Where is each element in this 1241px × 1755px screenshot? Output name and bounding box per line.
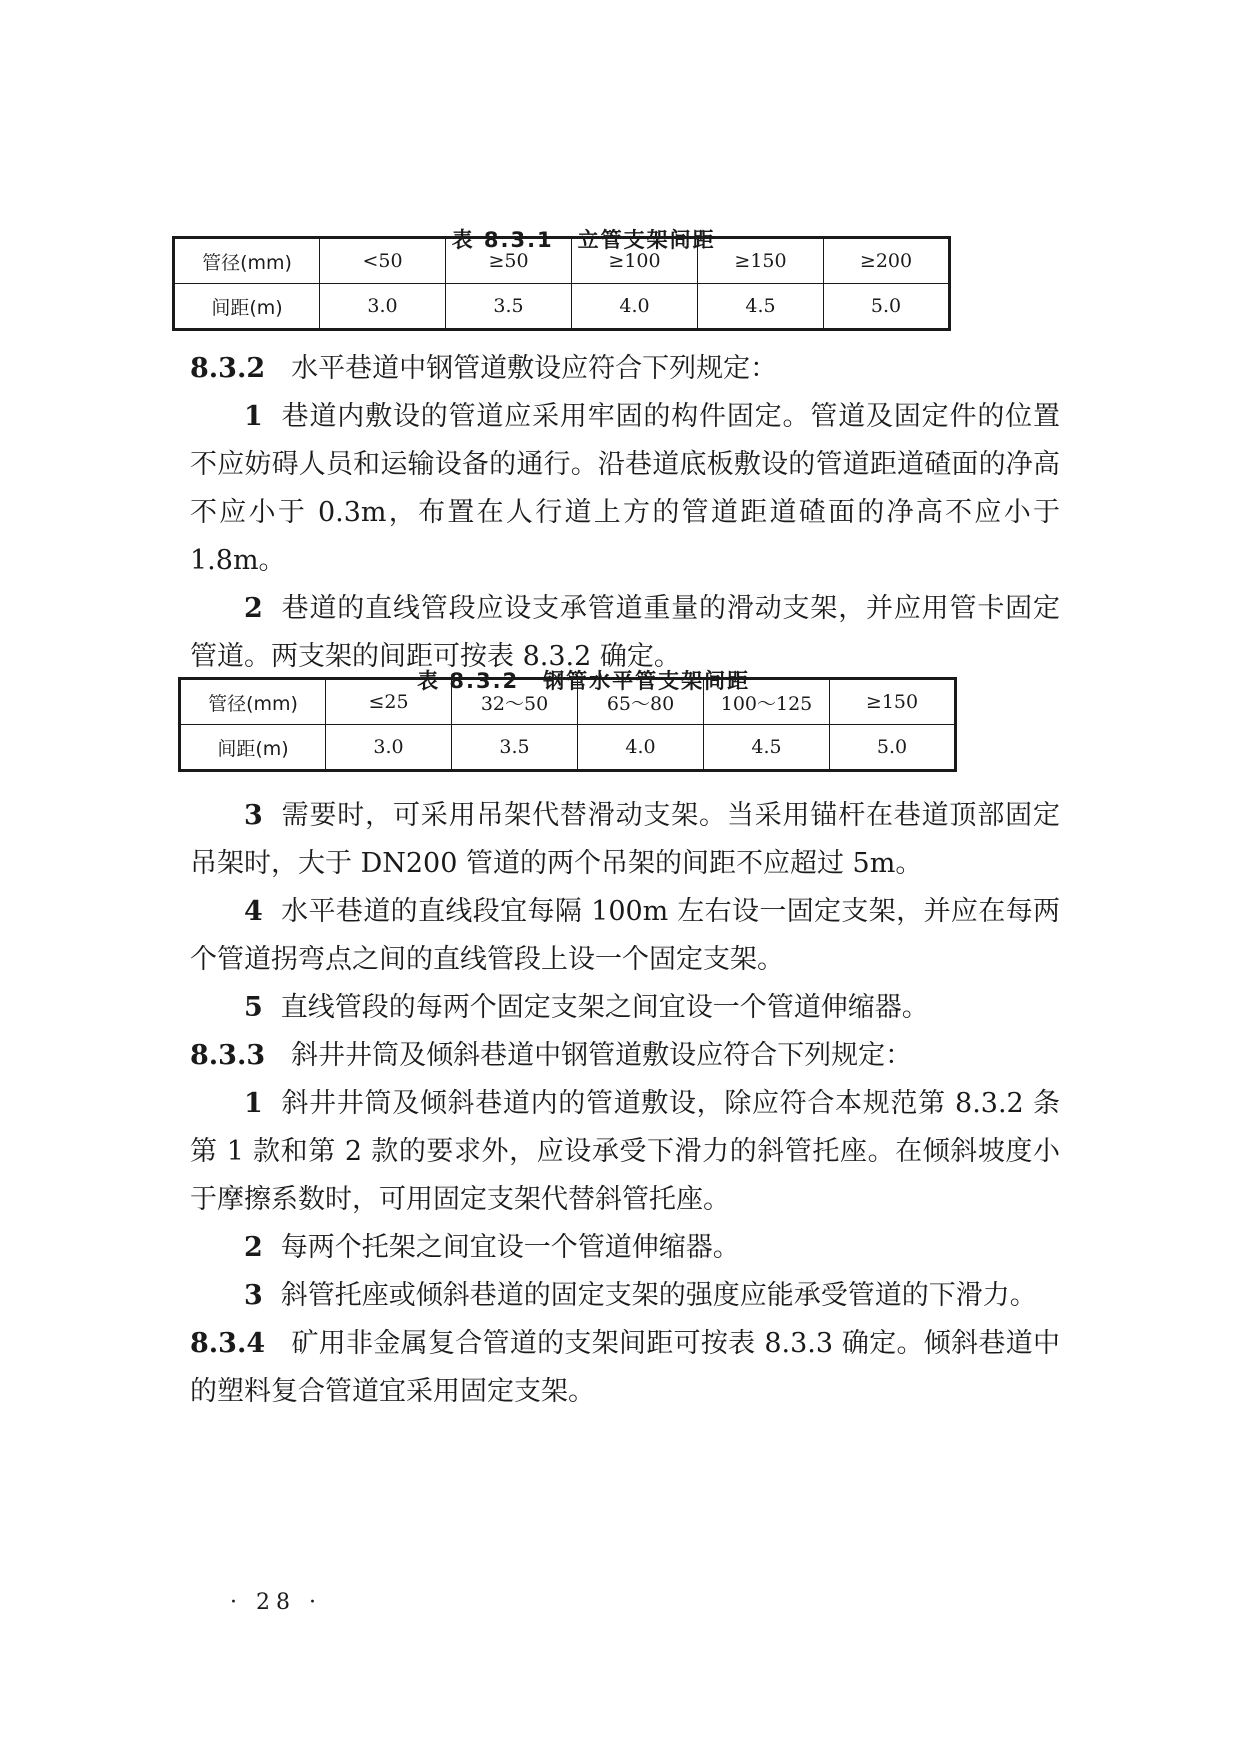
clause-8-3-3	[190, 1032, 1060, 1080]
item-number: 1	[244, 401, 263, 432]
list-item	[190, 393, 1060, 585]
caption-title: 钢管水平管支架间距	[543, 669, 751, 693]
list-item	[190, 1080, 1060, 1224]
table-cell: 3.5	[446, 284, 572, 330]
table-cell: 3.5	[452, 725, 578, 771]
item-text: 水平巷道的直线段宜每隔 100m 左右设一固定支架，并应在每两个管道拐弯点之间的直线管段上设一个固定支架。	[190, 896, 1060, 975]
table-cell: ≤25	[326, 679, 452, 725]
row-label-diameter: 管径(mm)	[174, 238, 320, 284]
table-cell: 4.5	[704, 725, 830, 771]
page-number: · 28 ·	[230, 1590, 322, 1615]
item-text: 斜管托座或倾斜巷道的固定支架的强度应能承受管道的下滑力。	[280, 1280, 1037, 1311]
item-text: 巷道的直线管段应设支承管道重量的滑动支架，并应用管卡固定管道。两支架的间距可按表 8.3.2 确定。	[190, 593, 1060, 672]
list-item	[190, 984, 1060, 1032]
table-cell: 32～50	[452, 679, 578, 725]
item-text: 斜井井筒及倾斜巷道内的管道敷设，除应符合本规范第 8.3.2 条第 1 款和第 2 款的要求外，应设承受下滑力的斜管托座。在倾斜坡度小于摩擦系数时，可用固定支架代替斜管托座。	[190, 1088, 1060, 1215]
item-number: 2	[244, 593, 263, 624]
table-cell: 4.5	[698, 284, 824, 330]
clause-8-3-2-block	[190, 345, 1060, 681]
clause-number: 8.3.2	[190, 353, 266, 384]
table-row	[180, 725, 956, 771]
table-8-3-1	[172, 236, 951, 331]
table-cell: 4.0	[572, 284, 698, 330]
table-row	[174, 284, 950, 330]
list-item	[190, 792, 1060, 888]
list-item	[190, 1272, 1060, 1320]
table-row	[180, 679, 956, 725]
item-number: 4	[244, 896, 263, 927]
item-number: 3	[244, 800, 263, 831]
list-item	[190, 888, 1060, 984]
table-cell: 100～125	[704, 679, 830, 725]
table-cell: ≥150	[830, 679, 956, 725]
list-item	[190, 1224, 1060, 1272]
caption-number: 表 8.3.2	[417, 669, 520, 693]
table-cell: 4.0	[578, 725, 704, 771]
clause-text: 水平巷道中钢管道敷设应符合下列规定：	[291, 353, 778, 384]
caption-number: 表 8.3.1	[451, 228, 554, 252]
caption-title: 立管支架间距	[577, 228, 716, 252]
table-cell: 3.0	[320, 284, 446, 330]
item-number: 5	[244, 992, 263, 1023]
clause-8-3-2	[190, 345, 1060, 393]
row-label-spacing: 间距(m)	[180, 725, 326, 771]
table-cell: ≥200	[824, 238, 950, 284]
clause-number: 8.3.3	[190, 1040, 266, 1071]
table-cell: 3.0	[326, 725, 452, 771]
table-cell: <50	[320, 238, 446, 284]
table-cell: 5.0	[830, 725, 956, 771]
table-cell: ≥150	[698, 238, 824, 284]
item-number: 1	[244, 1088, 263, 1119]
item-text: 巷道内敷设的管道应采用牢固的构件固定。管道及固定件的位置不应妨碍人员和运输设备的通行。沿巷道底板敷设的管道距道碴面的净高不应小于 0.3m，布置在人行道上方的管道距道碴面的净高不应小于 1.8m。	[190, 401, 1060, 576]
clause-8-3-4	[190, 1320, 1060, 1416]
clause-number: 8.3.4	[190, 1328, 266, 1359]
clause-continuation-block	[190, 792, 1060, 1416]
item-text: 直线管段的每两个固定支架之间宜设一个管道伸缩器。	[280, 992, 929, 1023]
table-cell: 5.0	[824, 284, 950, 330]
item-text: 需要时，可采用吊架代替滑动支架。当采用锚杆在巷道顶部固定吊架时，大于 DN200 管道的两个吊架的间距不应超过 5m。	[190, 800, 1060, 879]
clause-text: 矿用非金属复合管道的支架间距可按表 8.3.3 确定。倾斜巷道中的塑料复合管道宜采用固定支架。	[190, 1328, 1060, 1407]
table-cell: ≥100	[572, 238, 698, 284]
row-label-spacing: 间距(m)	[174, 284, 320, 330]
row-label-diameter: 管径(mm)	[180, 679, 326, 725]
item-text: 每两个托架之间宜设一个管道伸缩器。	[280, 1232, 740, 1263]
table-row	[174, 238, 950, 284]
table-cell: 65～80	[578, 679, 704, 725]
clause-text: 斜井井筒及倾斜巷道中钢管道敷设应符合下列规定：	[291, 1040, 913, 1071]
item-number: 2	[244, 1232, 263, 1263]
table-8-3-2	[178, 677, 957, 772]
table-cell: ≥50	[446, 238, 572, 284]
item-number: 3	[244, 1280, 263, 1311]
